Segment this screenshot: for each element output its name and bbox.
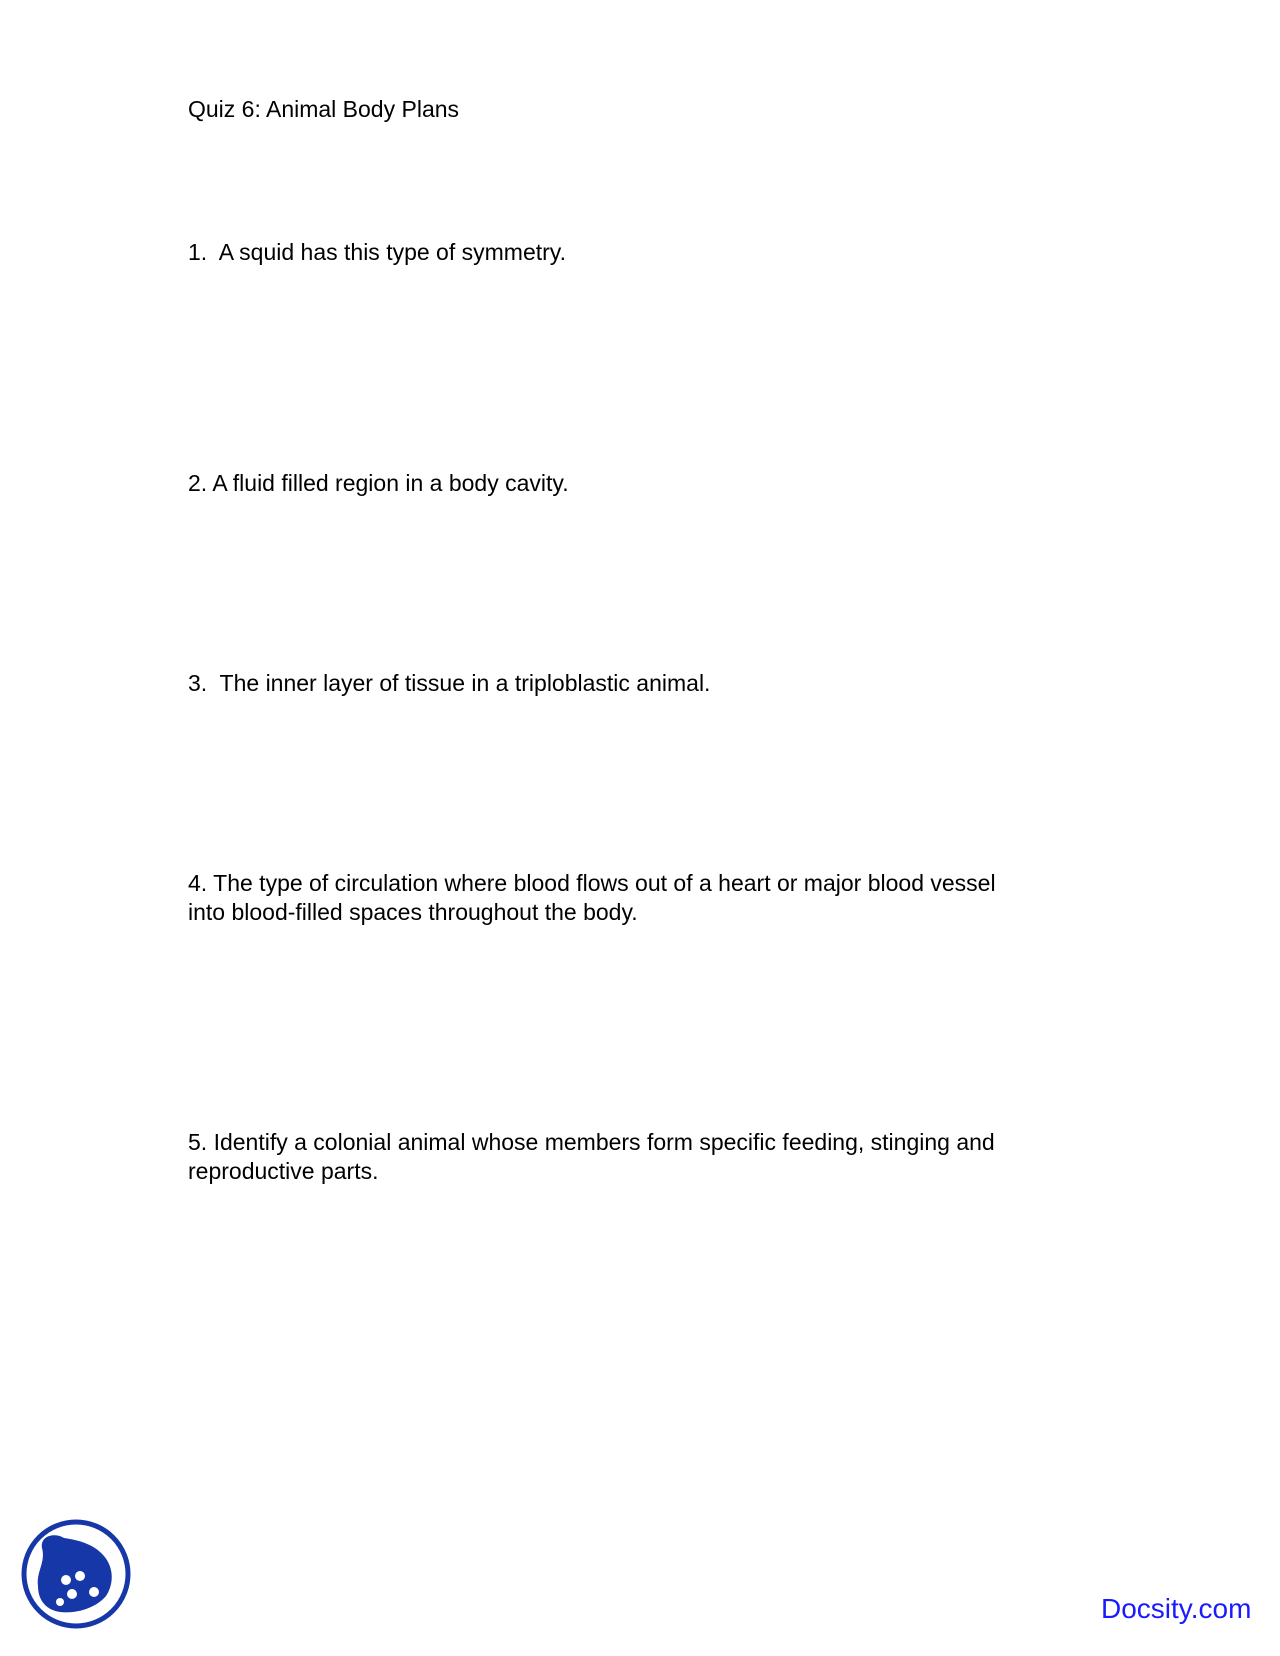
question-number: 5. [188,1129,214,1155]
question-text-continued: reproductive parts. [188,1158,379,1184]
question-text-continued: into blood-filled spaces throughout the body. [188,899,638,925]
quiz-title: Quiz 6: Animal Body Plans [188,96,460,122]
question-line [188,1128,1088,1157]
question-text: The inner layer of tissue in a triploblastic animal. [219,670,711,696]
question-number: 2. [188,470,213,496]
logo-dot [75,1571,85,1581]
logo-dot [89,1587,99,1597]
question-1 [188,238,1088,267]
question-line [188,238,1088,267]
question-text: The type of circulation where blood flows out of a heart or major blood vessel [213,870,996,896]
question-line [188,469,1088,498]
question-line [188,869,1088,898]
question-number: 4. [188,870,214,896]
question-number: 3. [188,670,220,696]
question-3 [188,669,1088,698]
question-2 [188,469,1088,498]
question-4 [188,869,1088,927]
question-line [188,669,1088,698]
docsity-logo-icon[interactable] [20,1518,132,1630]
question-number: 1. [188,239,219,265]
logo-dot [67,1589,77,1599]
logo-dot [56,1598,64,1606]
question-text: Identify a colonial animal whose members form specific feeding, stinging and [213,1129,995,1155]
question-text: A fluid filled region in a body cavity. [212,470,569,496]
question-text: A squid has this type of symmetry. [218,239,566,265]
question-5 [188,1128,1088,1186]
logo-dot [61,1575,71,1585]
docsity-brand-link[interactable]: Docsity.com [1101,1593,1252,1624]
